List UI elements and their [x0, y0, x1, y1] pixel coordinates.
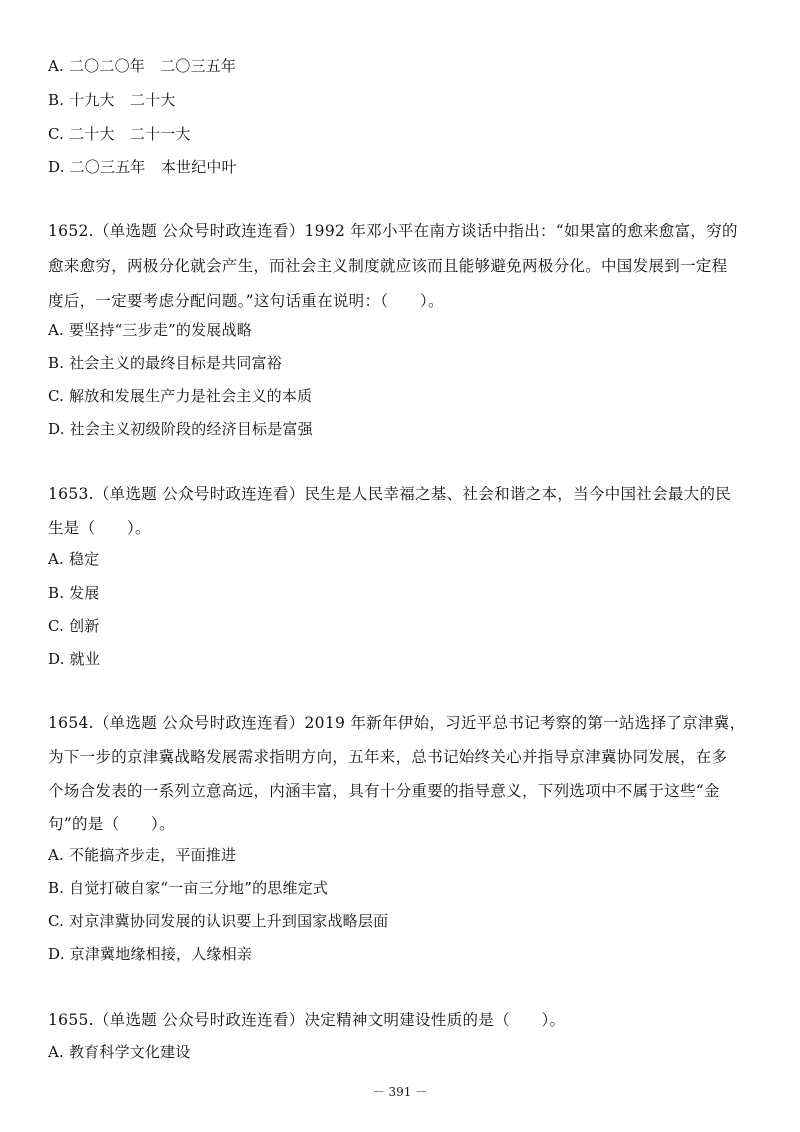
q1653-option-c: C. 创新 — [48, 617, 100, 635]
prev-option-d: D. 二〇三五年 本世纪中叶 — [48, 158, 237, 176]
q1653-stem-line-2: 生是（ ）。 — [48, 519, 151, 537]
q1653-option-a: A. 稳定 — [48, 550, 100, 568]
q1653-option-d: D. 就业 — [48, 650, 101, 668]
prev-option-c: C. 二十大 二十一大 — [48, 125, 191, 143]
q1654-option-d: D. 京津冀地缘相接，人缘相亲 — [48, 945, 253, 963]
q1653-option-b: B. 发展 — [48, 584, 100, 602]
page-number: － 391 － — [372, 1085, 428, 1099]
q1654-option-c: C. 对京津冀协同发展的认识要上升到国家战略层面 — [48, 912, 389, 930]
q1655-stem-line-1: 1655.（单选题 公众号时政连连看）决定精神文明建设性质的是（ ）。 — [48, 1011, 566, 1029]
q1654-option-b: B. 自觉打破自家“一亩三分地”的思维定式 — [48, 879, 329, 897]
q1652-stem-line-3: 度后，一定要考虑分配问题。”这句话重在说明：（ ）。 — [48, 292, 444, 310]
q1652-option-d: D. 社会主义初级阶段的经济目标是富强 — [48, 420, 313, 438]
q1654-stem-line-4: 句”的是（ ）。 — [48, 815, 175, 833]
q1655-option-a: A. 教育科学文化建设 — [48, 1043, 191, 1061]
prev-option-b: B. 十九大 二十大 — [48, 91, 176, 109]
q1652-option-c: C. 解放和发展生产力是社会主义的本质 — [48, 387, 313, 405]
q1652-option-b: B. 社会主义的最终目标是共同富裕 — [48, 354, 282, 372]
q1654-stem-line-1: 1654.（单选题 公众号时政连连看）2019 年新年伊始，习近平总书记考察的第一站选择了京津冀， — [48, 714, 746, 732]
q1653-stem-line-1: 1653.（单选题 公众号时政连连看）民生是人民幸福之基、社会和谐之本，当今中国社会最大的民 — [48, 485, 732, 503]
q1652-stem-line-1: 1652.（单选题 公众号时政连连看）1992 年邓小平在南方谈话中指出：“如果富的愈来愈富，穷的 — [48, 222, 738, 240]
q1654-stem-line-3: 个场合发表的一系列立意高远，内涵丰富，具有十分重要的指导意义，下列选项中不属于这些“金 — [48, 782, 720, 800]
q1654-option-a: A. 不能搞齐步走，平面推进 — [48, 846, 237, 864]
q1654-stem-line-2: 为下一步的京津冀战略发展需求指明方向，五年来，总书记始终关心并指导京津冀协同发展，在多 — [48, 748, 728, 766]
prev-option-a: A. 二〇二〇年 二〇三五年 — [48, 57, 237, 75]
q1652-option-a: A. 要坚持“三步走”的发展战略 — [48, 321, 252, 339]
q1652-stem-line-2: 愈来愈穷，两极分化就会产生，而社会主义制度就应该而且能够避免两极分化。中国发展到一定程 — [48, 257, 728, 275]
